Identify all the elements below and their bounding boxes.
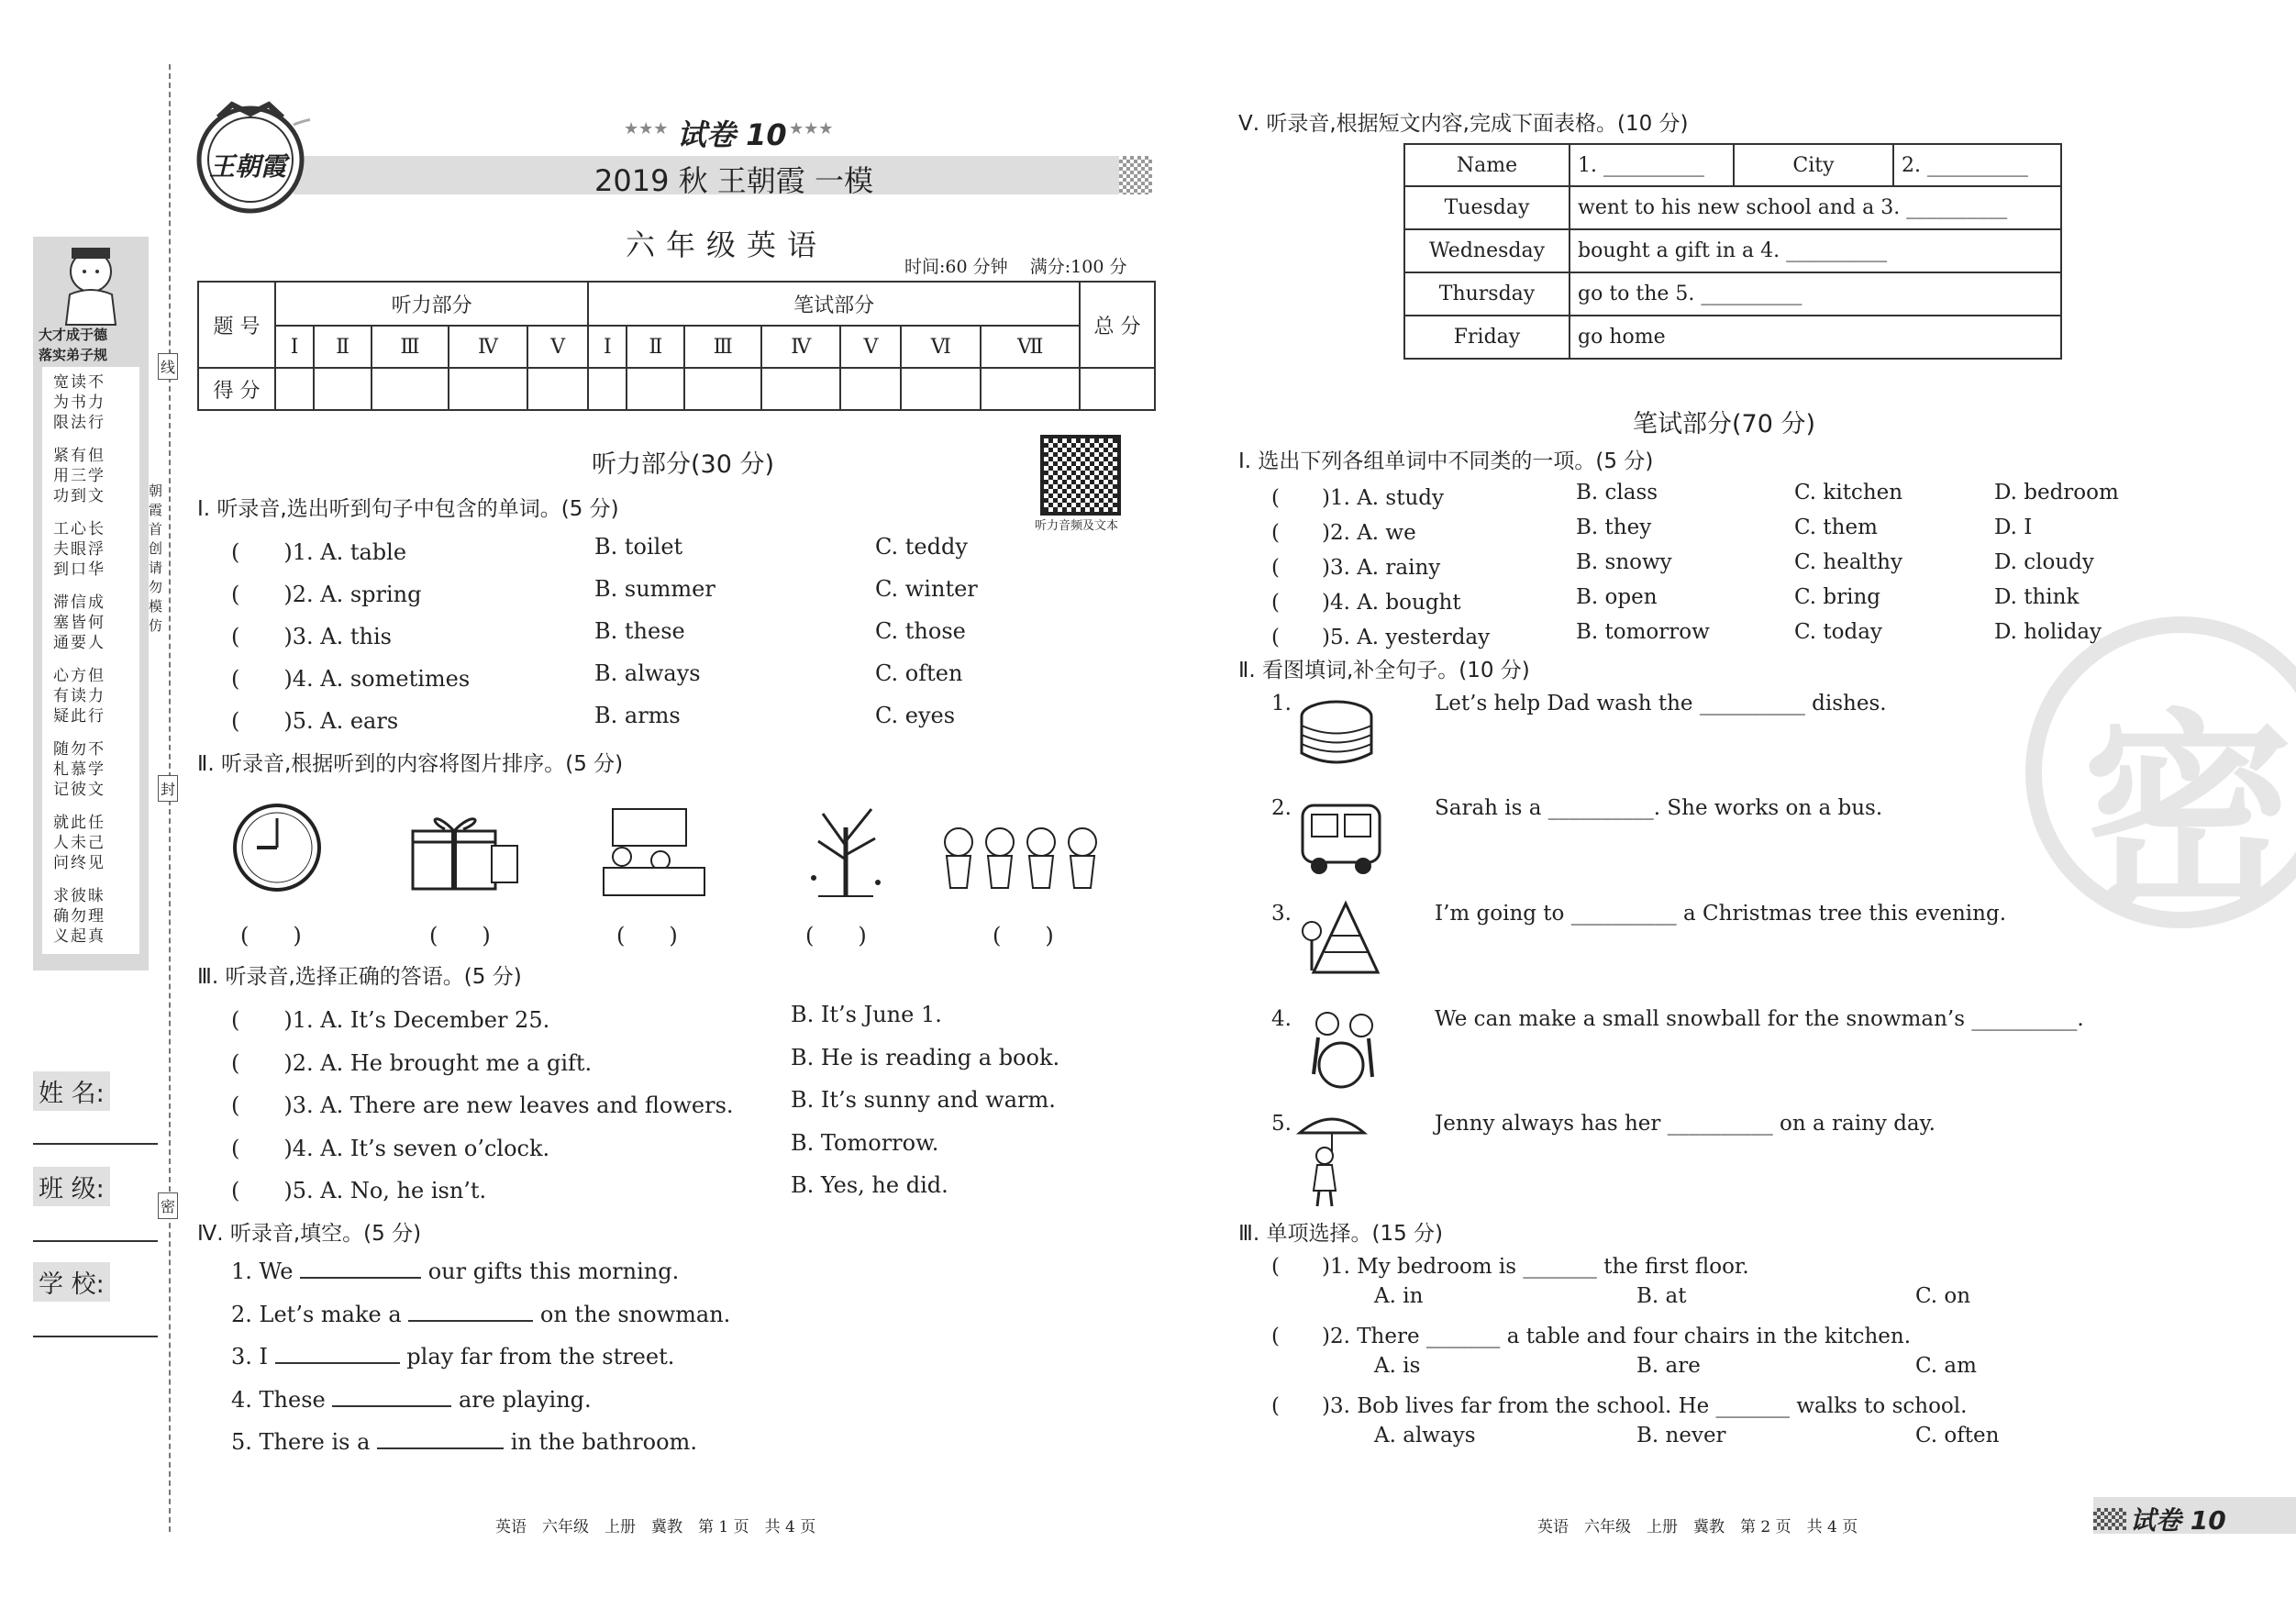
- order-blank[interactable]: ( ): [240, 923, 302, 948]
- listening-s1-list: [231, 534, 1057, 745]
- score-cell[interactable]: [449, 368, 527, 410]
- footer-left: 英语 六年级 上册 冀教 第 1 页 共 4 页: [495, 1518, 816, 1536]
- fill-blank[interactable]: [300, 1277, 421, 1279]
- writing-s1-list: [1271, 481, 2207, 655]
- listening-col: Ⅳ: [449, 326, 527, 368]
- score-cell[interactable]: [588, 368, 627, 410]
- table-cell[interactable]: bought a gift in a 4. __________: [1569, 229, 2061, 272]
- option-a[interactable]: ( )4. A. sometimes: [231, 666, 471, 692]
- christmas-tree-image: [1295, 899, 1387, 981]
- autumn-tree-image: [800, 791, 892, 901]
- umbrella-girl-image: [1295, 1110, 1369, 1211]
- classroom-image: [594, 800, 714, 901]
- list-item: 3. I play far from the street.: [231, 1344, 675, 1370]
- option-a[interactable]: ( )2. A. He brought me a gift.: [231, 1049, 593, 1076]
- option-a[interactable]: ( )5. A. No, he isn’t.: [231, 1178, 487, 1203]
- option-a[interactable]: ( )3. A. this: [231, 624, 392, 649]
- list-item: 2. Let’s make a on the snowman.: [231, 1301, 731, 1327]
- listening-s4-title: Ⅳ. 听录音,填空。(5 分): [197, 1222, 422, 1246]
- list-item: [231, 703, 1057, 745]
- table-cell[interactable]: 2. __________: [1893, 144, 2061, 186]
- option-c[interactable]: C. healthy: [1794, 550, 1902, 574]
- score-cell[interactable]: [761, 368, 840, 410]
- option-a[interactable]: ( )4. A. It’s seven o’clock.: [231, 1135, 550, 1161]
- list-item: 1. We our gifts this morning.: [231, 1259, 680, 1284]
- list-item: [1271, 516, 2207, 550]
- list-item: [231, 576, 1057, 618]
- option-c[interactable]: C. often: [875, 660, 963, 686]
- table-cell[interactable]: go to the 5. __________: [1569, 272, 2061, 316]
- option-c[interactable]: C. am: [1915, 1354, 1977, 1378]
- option-c[interactable]: C. teddy: [875, 534, 968, 560]
- option-b[interactable]: B. these: [594, 618, 685, 644]
- listening-s2-title: Ⅱ. 听录音,根据听到的内容将图片排序。(5 分): [197, 752, 624, 776]
- option-b[interactable]: B. class: [1576, 481, 1658, 505]
- motto-line: 随勿不 札慕学 记彼文: [53, 740, 105, 799]
- list-item: [231, 1130, 1057, 1173]
- option-b[interactable]: B. It’s June 1.: [791, 1002, 942, 1027]
- picture-item-sentence: Jenny always has her __________ on a rainy day.: [1435, 1112, 1936, 1136]
- option-a[interactable]: ( )1. A. It’s December 25.: [231, 1007, 550, 1033]
- footer-right: 英语 六年级 上册 冀教 第 2 页 共 4 页: [1537, 1518, 1858, 1536]
- writing-s3-title: Ⅲ. 单项选择。(15 分): [1238, 1222, 1444, 1246]
- footer-tab: 试卷 10: [2130, 1505, 2226, 1536]
- option-c[interactable]: C. bring: [1794, 585, 1881, 609]
- question: [1271, 1389, 2189, 1424]
- option-a[interactable]: ( )3. A. rainy: [1271, 556, 1441, 580]
- list-item: [231, 534, 1057, 576]
- list-item: [231, 660, 1057, 703]
- picture-item-number: 1.: [1271, 692, 1292, 715]
- score-cell[interactable]: [372, 368, 449, 410]
- listening-col: Ⅲ: [372, 326, 449, 368]
- qr-caption: 听力音频及文本: [1035, 519, 1119, 533]
- option-b[interactable]: B. they: [1576, 516, 1652, 539]
- exam-meta: 时间:60 分钟 满分:100 分: [904, 257, 1127, 277]
- score-cell[interactable]: [840, 368, 901, 410]
- option-b[interactable]: B. always: [594, 660, 701, 686]
- listening-heading: 听力部分(30 分): [592, 450, 775, 479]
- list-item: 5. There is a in the bathroom.: [231, 1429, 697, 1455]
- writing-s2-title: Ⅱ. 看图填词,补全句子。(10 分): [1238, 659, 1530, 682]
- motto-panel: [33, 237, 149, 970]
- list-item: [1271, 585, 2207, 620]
- motto-line: 紧有但 用三学 功到文: [53, 447, 105, 505]
- writing-s1-title: Ⅰ. 选出下列各组单词中不同类的一项。(5 分): [1238, 449, 1654, 473]
- score-cell[interactable]: [684, 368, 761, 410]
- option-a[interactable]: ( )2. A. spring: [231, 582, 422, 607]
- option-c[interactable]: C. those: [875, 618, 966, 644]
- score-cell[interactable]: [314, 368, 372, 410]
- paper-label: 试卷 10: [677, 117, 787, 152]
- class-field[interactable]: [33, 1240, 158, 1242]
- fill-blank[interactable]: [275, 1362, 400, 1364]
- school-label: 学 校:: [33, 1262, 110, 1302]
- option-a[interactable]: ( )5. A. yesterday: [1271, 626, 1491, 649]
- info-table: [1403, 143, 2062, 360]
- option-a[interactable]: ( )1. A. study: [1271, 486, 1445, 510]
- vertical-note-original: 朝霞首创 请勿模仿: [149, 482, 163, 634]
- score-label-item: 题 号: [198, 282, 275, 368]
- options-row: [1271, 1424, 2189, 1458]
- stars-right: ★★★: [789, 119, 834, 139]
- table-cell: Name: [1404, 144, 1569, 186]
- option-d[interactable]: D. I: [1994, 516, 2033, 539]
- option-d[interactable]: D. think: [1994, 585, 2080, 609]
- score-label-score: 得 分: [198, 368, 275, 410]
- mascot-caption-1: 大才成于德: [39, 327, 108, 343]
- writing-col: Ⅵ: [901, 326, 981, 368]
- writing-heading: 笔试部分(70 分): [1633, 410, 1816, 438]
- option-a[interactable]: ( )4. A. bought: [1271, 591, 1461, 615]
- option-a[interactable]: A. is: [1374, 1354, 1421, 1378]
- order-blank[interactable]: ( ): [429, 923, 491, 948]
- table-cell: Friday: [1404, 316, 1569, 359]
- table-cell: Thursday: [1404, 272, 1569, 316]
- writing-col: Ⅳ: [761, 326, 840, 368]
- list-item: [231, 618, 1057, 660]
- writing-col: Ⅰ: [588, 326, 627, 368]
- name-label: 姓 名:: [33, 1071, 110, 1111]
- listening-col: Ⅰ: [275, 326, 314, 368]
- score-cell[interactable]: [981, 368, 1080, 410]
- picture-item-sentence: Let’s help Dad wash the __________ dishes.: [1435, 692, 1887, 715]
- score-cell[interactable]: [627, 368, 684, 410]
- option-b[interactable]: B. Yes, he did.: [791, 1172, 948, 1198]
- writing-col: Ⅱ: [627, 326, 684, 368]
- clock-image: [231, 802, 323, 893]
- question-text: ( )1. My bedroom is _______ the first floor.: [1271, 1255, 1749, 1279]
- option-a[interactable]: ( )2. A. we: [1271, 521, 1416, 545]
- table-cell[interactable]: 1. __________: [1569, 144, 1734, 186]
- option-b[interactable]: B. open: [1576, 585, 1658, 609]
- singing-children-image: [926, 815, 1110, 897]
- listening-s4-list: [231, 1259, 1057, 1472]
- vertical-note-xian: 线: [158, 353, 178, 380]
- list-item: [1271, 620, 2207, 655]
- listening-header: 听力部分: [275, 282, 588, 326]
- score-cell[interactable]: [275, 368, 314, 410]
- option-c[interactable]: C. eyes: [875, 703, 956, 728]
- footer-tab-pattern: [2093, 1508, 2126, 1530]
- option-a[interactable]: ( )5. A. ears: [231, 708, 399, 734]
- page-title: 2019 秋 王朝霞 一模: [594, 163, 873, 198]
- order-blank[interactable]: ( ): [616, 923, 678, 948]
- listening-s1-title: Ⅰ. 听录音,选出听到句子中包含的单词。(5 分): [197, 497, 619, 521]
- total-header: 总 分: [1080, 282, 1155, 368]
- picture-item-number: 5.: [1271, 1112, 1292, 1136]
- fill-blank[interactable]: [377, 1447, 504, 1449]
- table-cell: Wednesday: [1404, 229, 1569, 272]
- question: [1271, 1319, 2189, 1354]
- stars-left: ★★★: [624, 119, 669, 139]
- listening-col: Ⅴ: [527, 326, 588, 368]
- list-item: 4. These are playing.: [231, 1386, 592, 1413]
- option-b[interactable]: B. summer: [594, 576, 715, 602]
- score-cell[interactable]: [1080, 368, 1155, 410]
- motto-line: 宽读不 为书力 限法行: [53, 373, 105, 432]
- options-row: [1271, 1354, 2189, 1389]
- picture-item-sentence: Sarah is a __________. She works on a bus.: [1435, 796, 1883, 820]
- fill-blank[interactable]: [332, 1405, 451, 1407]
- mascot-caption-2: 落实弟子规: [39, 347, 108, 363]
- option-b[interactable]: B. He is reading a book.: [791, 1044, 1060, 1070]
- listening-col: Ⅱ: [314, 326, 372, 368]
- writing-s3-list: [1271, 1249, 2189, 1458]
- table-cell: go home: [1569, 316, 2061, 359]
- option-c[interactable]: C. today: [1794, 620, 1882, 644]
- table-cell: City: [1734, 144, 1893, 186]
- name-field[interactable]: [33, 1143, 158, 1145]
- option-b[interactable]: B. are: [1636, 1354, 1701, 1378]
- score-cell[interactable]: [901, 368, 981, 410]
- class-label: 班 级:: [33, 1167, 110, 1206]
- motto-line: 就此任 人未己 问终见: [53, 814, 105, 872]
- list-item: [231, 1002, 1057, 1045]
- writing-col: Ⅶ: [981, 326, 1080, 368]
- plates-image: [1295, 693, 1378, 776]
- motto-line: 求彼昧 确勿理 义起真: [53, 887, 105, 946]
- picture-item-number: 4.: [1271, 1007, 1292, 1031]
- fill-blank[interactable]: [408, 1320, 533, 1322]
- option-b[interactable]: B. toilet: [594, 534, 683, 560]
- option-b[interactable]: B. snowy: [1576, 550, 1672, 574]
- question-text: ( )3. Bob lives far from the school. He _______ walks to school.: [1271, 1394, 1968, 1418]
- option-a[interactable]: A. always: [1374, 1424, 1476, 1447]
- listening-s5-title: Ⅴ. 听录音,根据短文内容,完成下面表格。(10 分): [1238, 112, 1689, 136]
- writing-col: Ⅲ: [684, 326, 761, 368]
- score-table: [197, 281, 1156, 411]
- option-a[interactable]: ( )3. A. There are new leaves and flowers.: [231, 1092, 734, 1118]
- option-b[interactable]: B. tomorrow: [1576, 620, 1710, 644]
- option-c[interactable]: C. kitchen: [1794, 481, 1903, 505]
- option-d[interactable]: D. bedroom: [1994, 481, 2119, 505]
- subtitle: 六年级英语: [626, 227, 828, 262]
- vertical-note-mi: 密: [158, 1192, 178, 1219]
- option-b[interactable]: B. arms: [594, 703, 681, 728]
- motto-line: 心方但 有读力 疑此行: [53, 667, 105, 726]
- option-b[interactable]: B. It’s sunny and warm.: [791, 1087, 1056, 1113]
- writing-header: 笔试部分: [588, 282, 1080, 326]
- option-a[interactable]: A. in: [1374, 1284, 1424, 1308]
- picture-item-number: 3.: [1271, 902, 1292, 926]
- list-item: [231, 1044, 1060, 1088]
- sidebar: [0, 0, 174, 1597]
- list-item: [1271, 550, 2207, 585]
- option-d[interactable]: D. cloudy: [1994, 550, 2094, 574]
- option-c[interactable]: C. them: [1794, 516, 1878, 539]
- vertical-note-feng: 封: [158, 775, 178, 802]
- listening-s3-list: [231, 1002, 1060, 1215]
- option-b[interactable]: B. never: [1636, 1424, 1726, 1447]
- order-blank[interactable]: ( ): [805, 923, 867, 948]
- list-item: [1271, 481, 2207, 516]
- writing-col: Ⅴ: [840, 326, 901, 368]
- order-blank[interactable]: ( ): [993, 923, 1054, 948]
- option-c[interactable]: C. often: [1915, 1424, 2000, 1447]
- option-b[interactable]: B. at: [1636, 1284, 1687, 1308]
- table-cell: Tuesday: [1404, 186, 1569, 229]
- question: [1271, 1249, 2189, 1284]
- option-a[interactable]: ( )1. A. table: [231, 539, 407, 565]
- motto-line: 滞信成 塞皆何 通要人: [53, 593, 105, 652]
- score-cell[interactable]: [527, 368, 588, 410]
- options-row: [1271, 1284, 2189, 1319]
- option-c[interactable]: C. winter: [875, 576, 978, 602]
- list-item: [231, 1087, 1057, 1130]
- bus-image: [1295, 796, 1387, 879]
- motto-line: 工心长 夫眼浮 到口华: [53, 520, 105, 579]
- picture-item-sentence: We can make a small snowball for the snowman’s __________.: [1435, 1007, 2084, 1031]
- watermark-text: 密: [2082, 693, 2294, 937]
- school-field[interactable]: [33, 1336, 158, 1337]
- snowman-image: [1295, 1005, 1387, 1092]
- option-b[interactable]: B. Tomorrow.: [791, 1129, 939, 1156]
- picture-item-number: 2.: [1271, 796, 1292, 820]
- listening-s3-title: Ⅲ. 听录音,选择正确的答语。(5 分): [197, 965, 522, 989]
- table-cell[interactable]: went to his new school and a 3. __________: [1569, 186, 2061, 229]
- question-text: ( )2. There _______ a table and four chairs in the kitchen.: [1271, 1325, 1912, 1348]
- brand-logo-text: 王朝霞: [209, 151, 287, 182]
- mascot-image: [59, 244, 123, 327]
- list-item: [231, 1172, 1057, 1215]
- qr-code: [1040, 435, 1121, 516]
- gift-box-image: [404, 811, 523, 893]
- option-d[interactable]: D. holiday: [1994, 620, 2102, 644]
- option-c[interactable]: C. on: [1915, 1284, 1971, 1308]
- checker-pattern: [1119, 156, 1152, 194]
- picture-item-sentence: I’m going to __________ a Christmas tree this evening.: [1435, 902, 2006, 926]
